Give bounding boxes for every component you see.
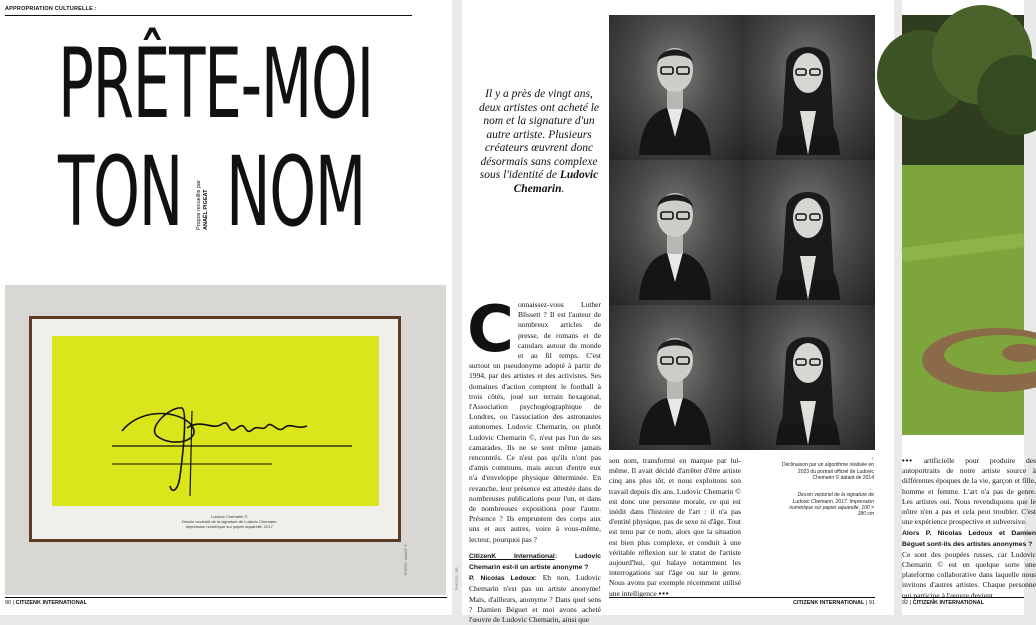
intro-end: . — [561, 182, 565, 195]
portrait-figure — [742, 15, 875, 155]
body-column-2 — [609, 456, 741, 599]
portrait-figure — [742, 305, 875, 445]
page-91 — [455, 0, 894, 625]
folio-number: 90 — [5, 600, 12, 606]
portrait-man — [609, 160, 742, 305]
portrait-man — [609, 305, 742, 450]
byline-author: ANAËL PIGEAT — [203, 189, 209, 230]
caption-2-text: Dessin vectoriel de la signature de Ludovic Chemarin, 2017. Impression numérique sur papier aquarelle, 100 × 180 cm — [789, 492, 874, 518]
col1-rest: Ses domaines d'action comptent le football à trois côtés, joué sur terrain hexagonal, l'Association psychogéographique de Londres, ou l'association des astronautes autonomes. Ludovic Chemarin, ou plutôt Ludovic Chemarin ©, n'est pas l'un de ses camarades. Ils ne se sont même jamais rencontrés. Ce n'est pas qu'ils n'ont pas d'amis communs, mais aucun d'entre eux n'a d'enveloppe physique déterminée. En revanche, leur présence est attestée dans de nombreuses publications pour l'un, et dans de nombreuses expositions pour l'autre. Présence ? Ils empruntent des corps aux uns et aux autres, voire à vous-même, lecteur, pourquoi pas ? — [469, 371, 601, 544]
question-2: Alors P. Nicolas Ledoux et Damien Béguet sont-ils des artistes anonymes ? — [902, 530, 1036, 548]
drop-cap: C — [467, 293, 514, 367]
portrait-figure — [742, 160, 875, 300]
folio-90: 90 | CITIZENK INTERNATIONAL — [5, 597, 447, 606]
landscape-photo — [902, 15, 1024, 435]
folio-number: 91 — [868, 600, 875, 606]
q1-text: : Ludovic Chemarin est-il un artiste anonyme ? — [469, 552, 601, 572]
intro-deck — [476, 88, 602, 196]
landscape-drawing — [902, 15, 1024, 435]
artwork-caption: Ludovic Chemarin © Dessin vectoriel de la signature de Ludovic Chemarin Impression numérique sur papier aquarelle, 2017 — [182, 514, 277, 529]
folio-92: 92 | CITIZENK INTERNATIONAL — [902, 597, 1024, 606]
a1-text: : Eh non, Ludovic Chemarin n'est pas un artiste anonyme! Mais, d'ailleurs, anonyme ? Dans quel sens ? Damien Béguet et moi avons acheté l'œuvre de Ludovic Chemarin, ainsi que — [469, 573, 601, 625]
col2-text: son nom, transformé en marque par lui-même. Il avait décidé d'arrêter d'être artiste cinq ans plus tôt, et nous exploitons son travail depuis dix ans. Ludovic Chemarin © est donc une personne morale, ce qui est inédit dans l'histoire de l'art : il n'a pas d'entité physique, pas de sexe ni d'âge. Tout est tenu par ce nom, alors que la situation est bien plus complexe, et conduit à une véritable réflexion sur le statut de l'artiste aujourd'hui, qui balaye notamment les interrogations sur l'âge ou sur le genre. Nous avons par exemple récemment utilisé une intelligence — [609, 456, 741, 598]
folio-91: CITIZENK INTERNATIONAL | 91 — [609, 597, 875, 606]
portrait-woman — [742, 15, 875, 160]
caption-1-arrow: ↑ — [871, 456, 874, 462]
portrait-man — [609, 15, 742, 160]
caption-1 — [782, 456, 874, 481]
photo-credit: PHOTOS : DR — [455, 567, 459, 590]
portrait-woman — [742, 305, 875, 450]
col3-text: artificielle pour produire des autoportraits de notre artiste source à différentes époques de la vie, garçon et fille, homme et femme. L'art n'a pas de genre. Les artistes oui. Nous revendiquons que le nôtre n'en a pas et cela peut troubler. C'est une expérience prospective et subversive. — [902, 456, 1036, 527]
q1-brand: CitizenK International — [469, 552, 555, 560]
byline — [196, 180, 210, 230]
caption-2 — [782, 486, 874, 517]
col3-answer: Ce sont des poupées russes, car Ludovic Chemarin © est en quelque sorte une plateforme collaborative dans laquelle nous invitons d'autres artistes. Chaque personne qui participe à l'œuvre devient — [902, 549, 1036, 600]
wall-credit: PHOTO : ADAGP © — [404, 544, 408, 575]
title-line-2-right: NOM — [226, 136, 366, 248]
signature-drawing — [52, 336, 379, 506]
body-column-3 — [902, 456, 1036, 601]
signature-artwork — [52, 336, 379, 506]
answer-1 — [469, 573, 601, 625]
question-1 — [469, 551, 601, 573]
page-90 — [0, 0, 452, 615]
body-column-1 — [467, 293, 601, 625]
title-line-1: PRÊTE-MOI — [58, 28, 373, 140]
folio-brand: CITIZENK INTERNATIONAL — [15, 600, 88, 606]
section-rule — [5, 15, 412, 16]
portrait-figure — [609, 15, 742, 155]
a1-name: P. Nicolas Ledoux — [469, 575, 535, 583]
intro-text: Il y a près de vingt ans, deux artistes ont acheté le nom et la signature d'un autre artiste. Plusieurs créateurs œuvrent donc désormais sans complexe sous l'identité de — [478, 88, 600, 181]
portrait-grid — [609, 15, 875, 435]
byline-intro: Propos recueillis par — [196, 180, 202, 230]
portrait-figure — [609, 160, 742, 300]
continue-marker: ••• — [658, 588, 670, 598]
folio-number: 92 — [902, 600, 909, 606]
portrait-figure — [609, 305, 742, 445]
portrait-woman — [742, 160, 875, 305]
artwork-frame — [29, 316, 401, 542]
col1-first: onnaissez-vous Luther Blissett ? Il est l'auteur de nombreux articles de presse, de romans et de canulars autour du monde et au fil temps. C'est surtout un pseudonyme adopté à partir de 1994, par des artistes et des activistes. — [469, 300, 601, 381]
intro-name: Ludovic Chemarin — [513, 169, 599, 195]
caption-1-text: Déclinaison par un algorithme réalisée en 2023 du portrait officiel de Ludovic Chemarin © datant de 2014 — [782, 462, 874, 481]
section-tag: APPROPRIATION CULTURELLE : — [5, 6, 97, 12]
artwork-photo — [5, 285, 446, 595]
continued-marker: ••• — [902, 456, 913, 465]
artwork-mat — [32, 319, 398, 539]
page-92 — [902, 0, 1036, 615]
title-line-2-left: TON — [58, 136, 183, 248]
caption-2-arrow: ← — [869, 486, 874, 492]
folio-brand: CITIZENK INTERNATIONAL — [912, 600, 985, 606]
folio-brand: CITIZENK INTERNATIONAL — [792, 600, 865, 606]
